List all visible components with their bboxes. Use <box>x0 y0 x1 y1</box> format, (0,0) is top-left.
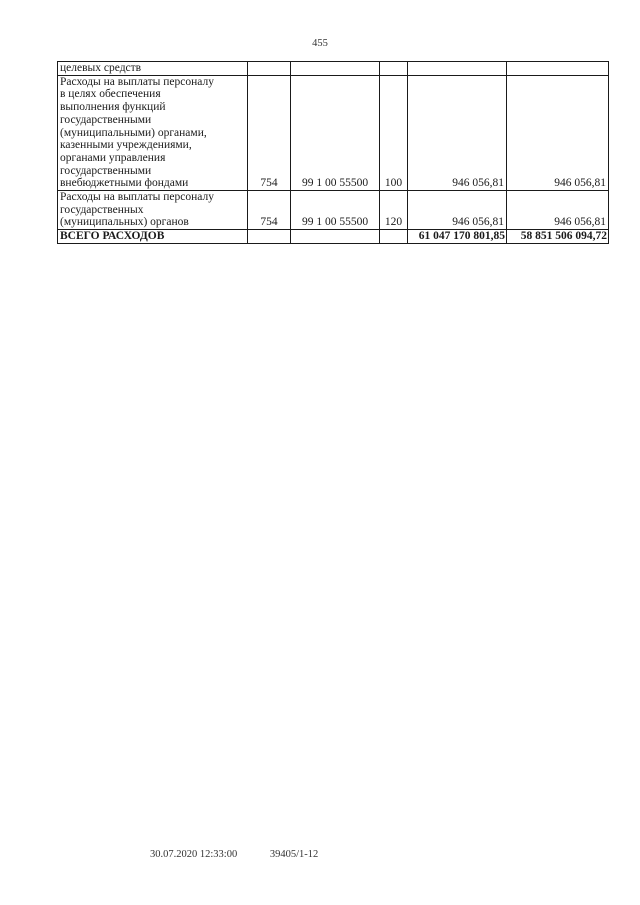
expenses-table <box>57 61 609 244</box>
table-row <box>58 191 609 230</box>
amount-second <box>507 62 609 76</box>
target-article-code: 99 1 00 55500 <box>291 75 380 190</box>
amount-first <box>408 62 507 76</box>
row-description: Расходы на выплаты персоналу государственных (муниципальных) органов <box>58 191 248 230</box>
amount-first: 946 056,81 <box>408 75 507 190</box>
empty-cell <box>248 230 291 244</box>
department-code: 754 <box>248 75 291 190</box>
empty-cell <box>380 230 408 244</box>
table-row <box>58 75 609 190</box>
target-article-code <box>291 62 380 76</box>
target-article-code: 99 1 00 55500 <box>291 191 380 230</box>
footer-timestamp: 30.07.2020 12:33:00 <box>150 849 238 860</box>
expense-type-code: 120 <box>380 191 408 230</box>
department-code: 754 <box>248 191 291 230</box>
expense-type-code <box>380 62 408 76</box>
total-amount-first: 61 047 170 801,85 <box>408 230 507 244</box>
table-row <box>58 62 609 76</box>
total-row <box>58 230 609 244</box>
department-code <box>248 62 291 76</box>
amount-second: 946 056,81 <box>507 191 609 230</box>
total-label: ВСЕГО РАСХОДОВ <box>58 230 248 244</box>
amount-first: 946 056,81 <box>408 191 507 230</box>
row-description: Расходы на выплаты персоналу в целях обеспечения выполнения функций государственными (муниципальными) органами, казенными учреждениями, органами управления государственными внебюджетными фондами <box>58 75 248 190</box>
footer <box>150 849 318 860</box>
empty-cell <box>291 230 380 244</box>
row-description: целевых средств <box>58 62 248 76</box>
expense-type-code: 100 <box>380 75 408 190</box>
total-amount-second: 58 851 506 094,72 <box>507 230 609 244</box>
footer-document-id: 39405/1-12 <box>269 849 319 860</box>
amount-second: 946 056,81 <box>507 75 609 190</box>
page-number: 455 <box>312 38 328 49</box>
